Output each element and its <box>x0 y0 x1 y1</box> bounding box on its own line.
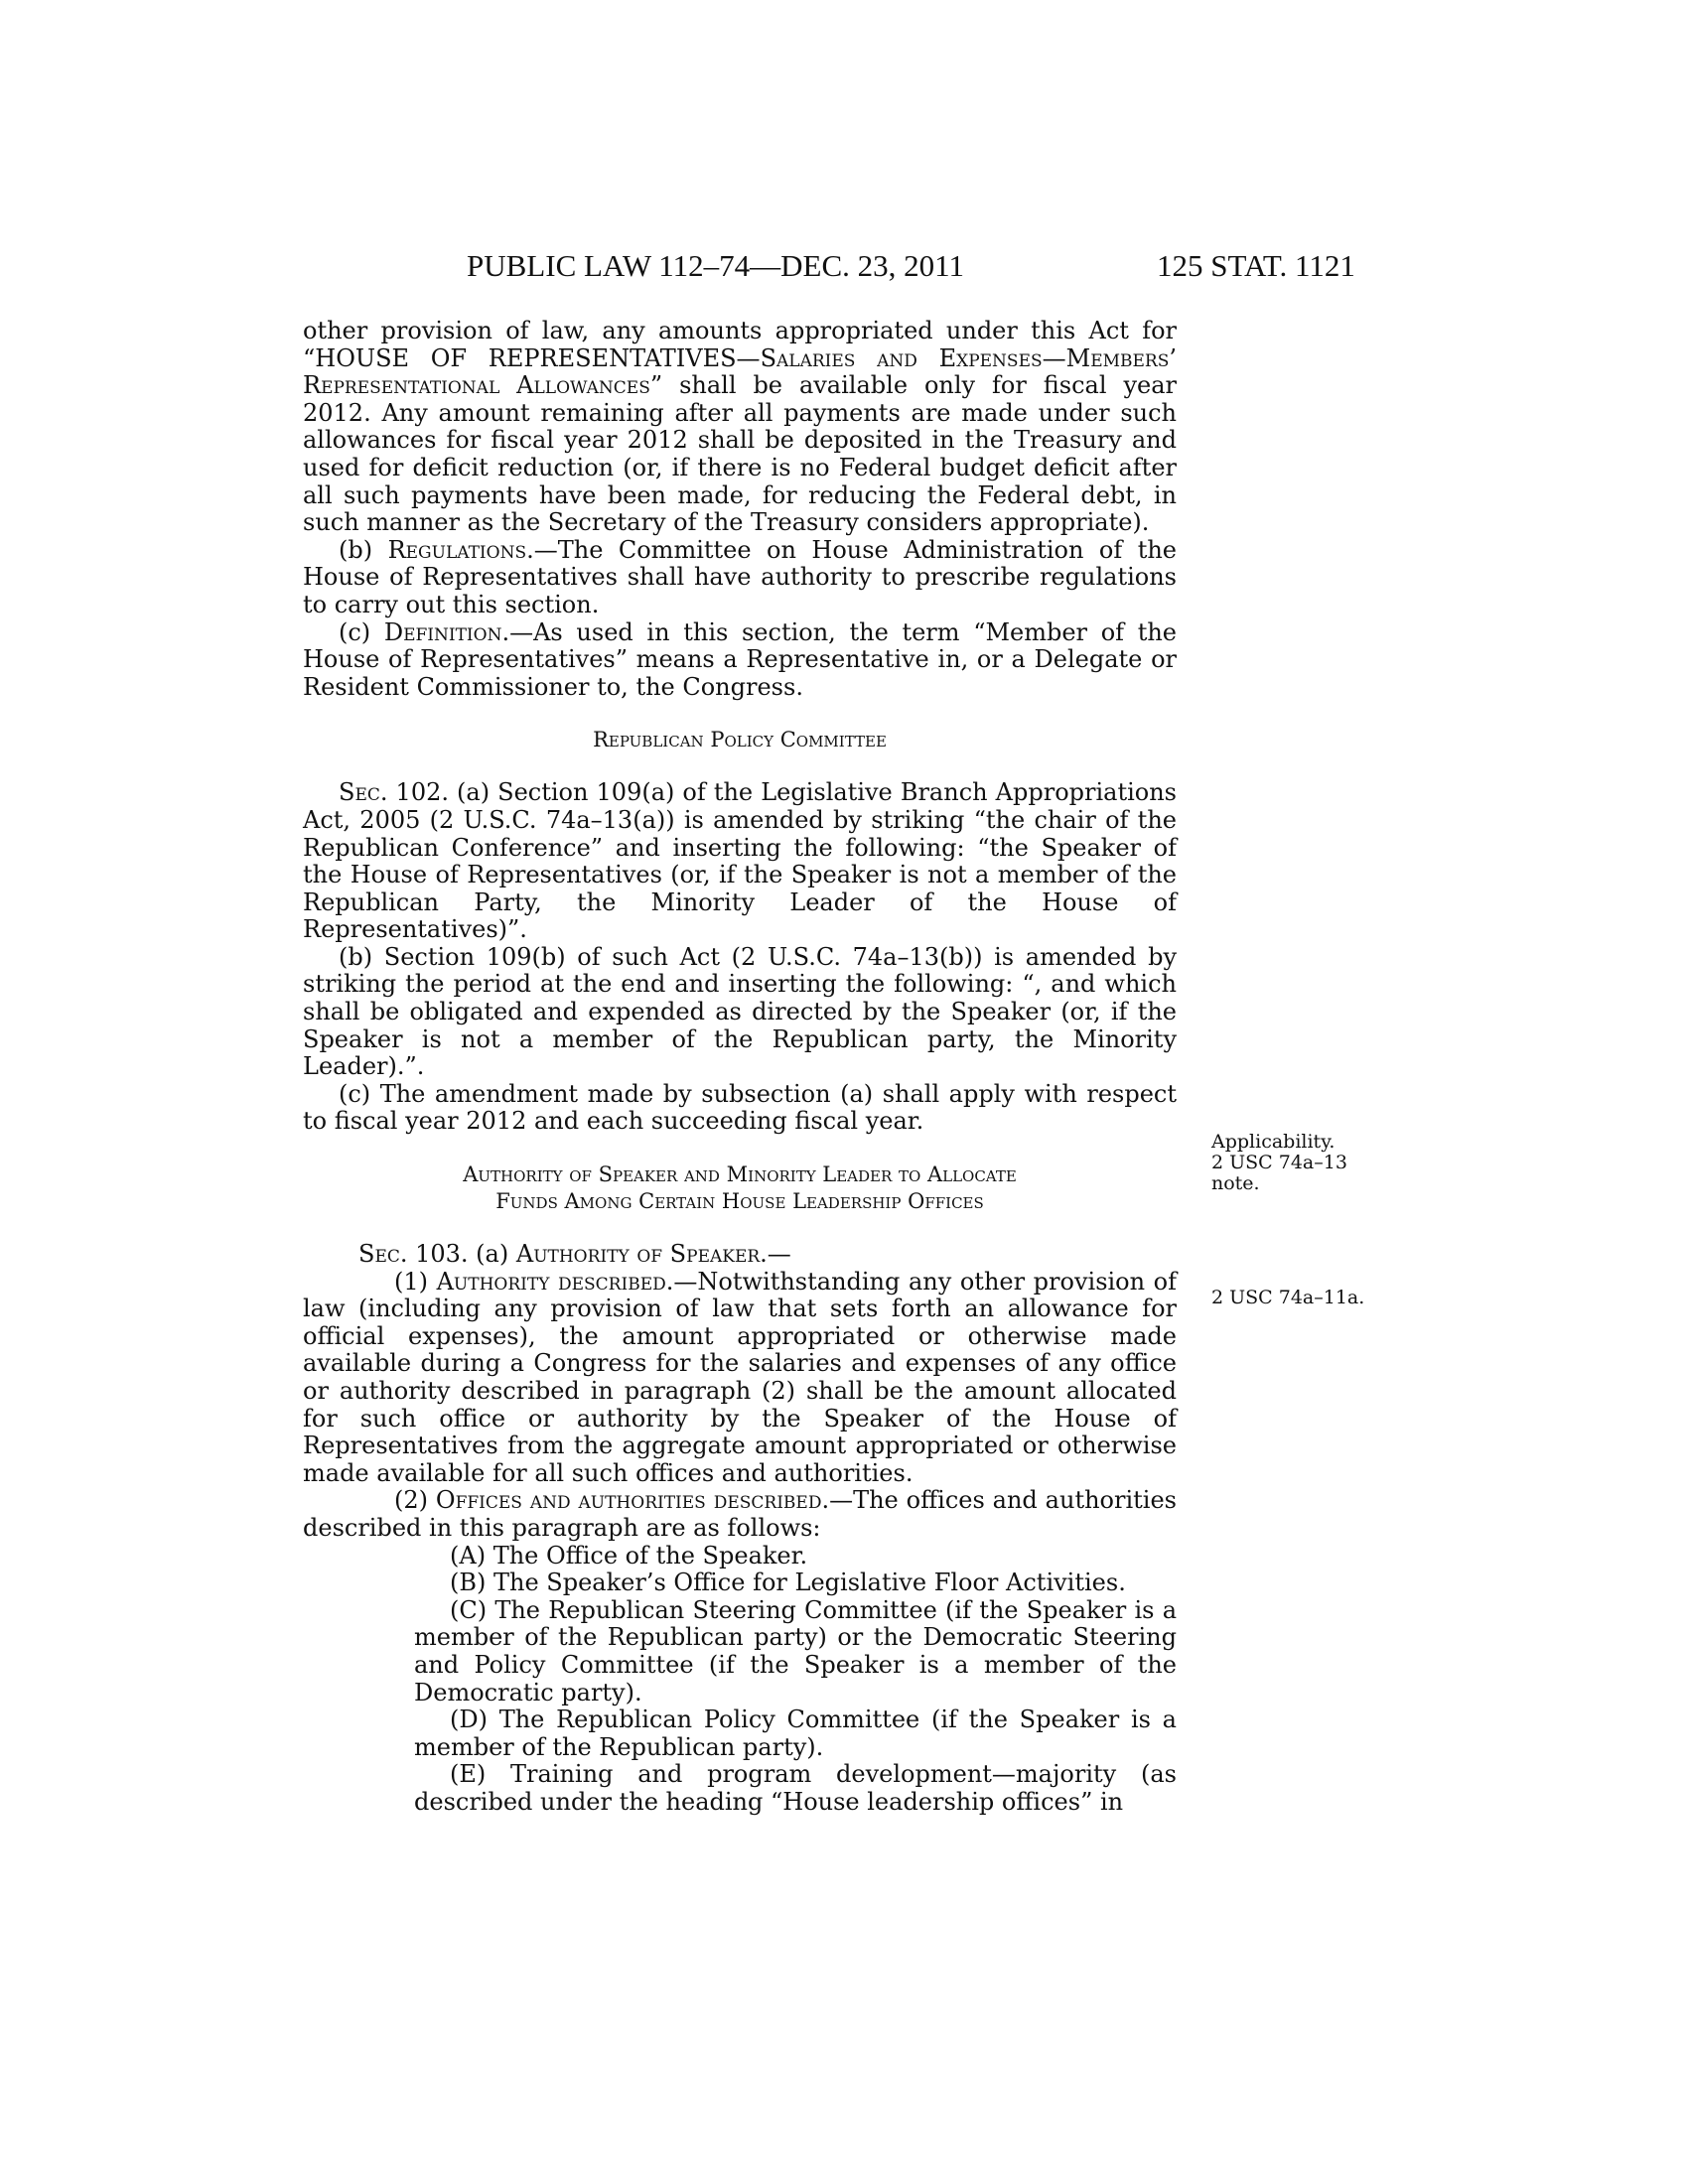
subsection-b-regulations: (b) Regulations.—The Committee on House Administration of the House of Representatives shall have authority to prescribe regulations to carry out this section. <box>303 535 1178 618</box>
list-item-d: (D) The Republican Policy Committee (if the Speaker is a member of the Republican party). <box>414 1706 1177 1761</box>
list-item-c: (C) The Republican Steering Committee (if the Speaker is a member of the Republican party) or the Democratic Steering and Policy Committee (if the Speaker is a member of the Democratic party). <box>414 1595 1177 1706</box>
main-text-column <box>303 318 1177 1817</box>
public-law-citation: PUBLIC LAW 112–74—DEC. 23, 2011 <box>467 248 964 283</box>
sec-102-subsection-b: (b) Section 109(b) of such Act (2 U.S.C. 74a–13(b)) is amended by striking the period at the end and inserting the following: “, and which shall be obligated and expended as directed by the Speaker (or, if the Speaker is not a member of the Republican party, the Minority Leader).”. <box>303 942 1177 1081</box>
subsection-c-definition: (c) Definition.—As used in this section, the term “Member of the House of Representatives” means a Representative in, or a Delegate or Resident Commissioner to, the Congress. <box>303 617 1178 701</box>
list-item-e: (E) Training and program development—majority (as described under the heading “House leadership offices” in <box>414 1760 1177 1816</box>
running-header <box>0 248 1688 288</box>
section-heading-authority-of-speaker <box>303 1161 1177 1215</box>
section-heading-republican-policy-committee: Republican Policy Committee <box>593 728 887 752</box>
list-item-a: (A) The Office of the Speaker. <box>450 1541 808 1570</box>
sec-102-subsection-a: Sec. 102. (a) Section 109(a) of the Legislative Branch Appropriations Act, 2005 (2 U.S.C. 74a–13(a)) is amended by striking “the chair of the Republican Conference” and inserting the following: “the Speaker of the House of Representatives (or, if the Speaker is not a member of the Republican Party, the Minority Leader of the House of Representatives)”. <box>303 778 1177 944</box>
intro-paragraph: other provision of law, any amounts appropriated under this Act for “HOUSE OF REPRESENTATIVES—Salaries and Expenses—Members’ Representational Allowances” shall be available only for fiscal year 2012. Any amount remaining after all payments are made under such allowances for fiscal year 2012 shall be deposited in the Treasury and used for deficit reduction (or, if there is no Federal budget deficit after all such payments have been made, for reducing the Federal debt, in such manner as the Secretary of the Treasury considers appropriate). <box>303 317 1177 537</box>
statute-page-number: 125 STAT. 1121 <box>1157 248 1355 283</box>
margin-note-usc-citation: 2 USC 74a–11a. <box>1211 1287 1365 1308</box>
list-item-b: (B) The Speaker’s Office for Legislative Floor Activities. <box>450 1569 1126 1597</box>
margin-note-applicability: Applicability. 2 USC 74a–13 note. <box>1211 1131 1347 1194</box>
heading-line-2: Funds Among Certain House Leadership Offices <box>495 1189 984 1214</box>
heading-line-1: Authority of Speaker and Minority Leader to Allocate <box>463 1162 1017 1187</box>
sec-103-paragraph-2: (2) Offices and authorities described.—The offices and authorities described in this paragraph are as follows: <box>303 1486 1177 1542</box>
sec-103-subsection-a: Sec. 103. (a) Authority of Speaker.— <box>358 1240 791 1269</box>
sec-102-subsection-c: (c) The amendment made by subsection (a) shall apply with respect to fiscal year 2012 and each succeeding fiscal year. <box>303 1079 1177 1136</box>
sec-103-paragraph-1: (1) Authority described.—Notwithstanding any other provision of law (including any provision of law that sets forth an allowance for official expenses), the amount appropriated or otherwise made available during a Congress for the salaries and expenses of any office or authority described in paragraph (2) shall be the amount allocated for such office or authority by the Speaker of the House of Representatives from the aggregate amount appropriated or otherwise made available for all such offices and authorities. <box>303 1267 1177 1487</box>
